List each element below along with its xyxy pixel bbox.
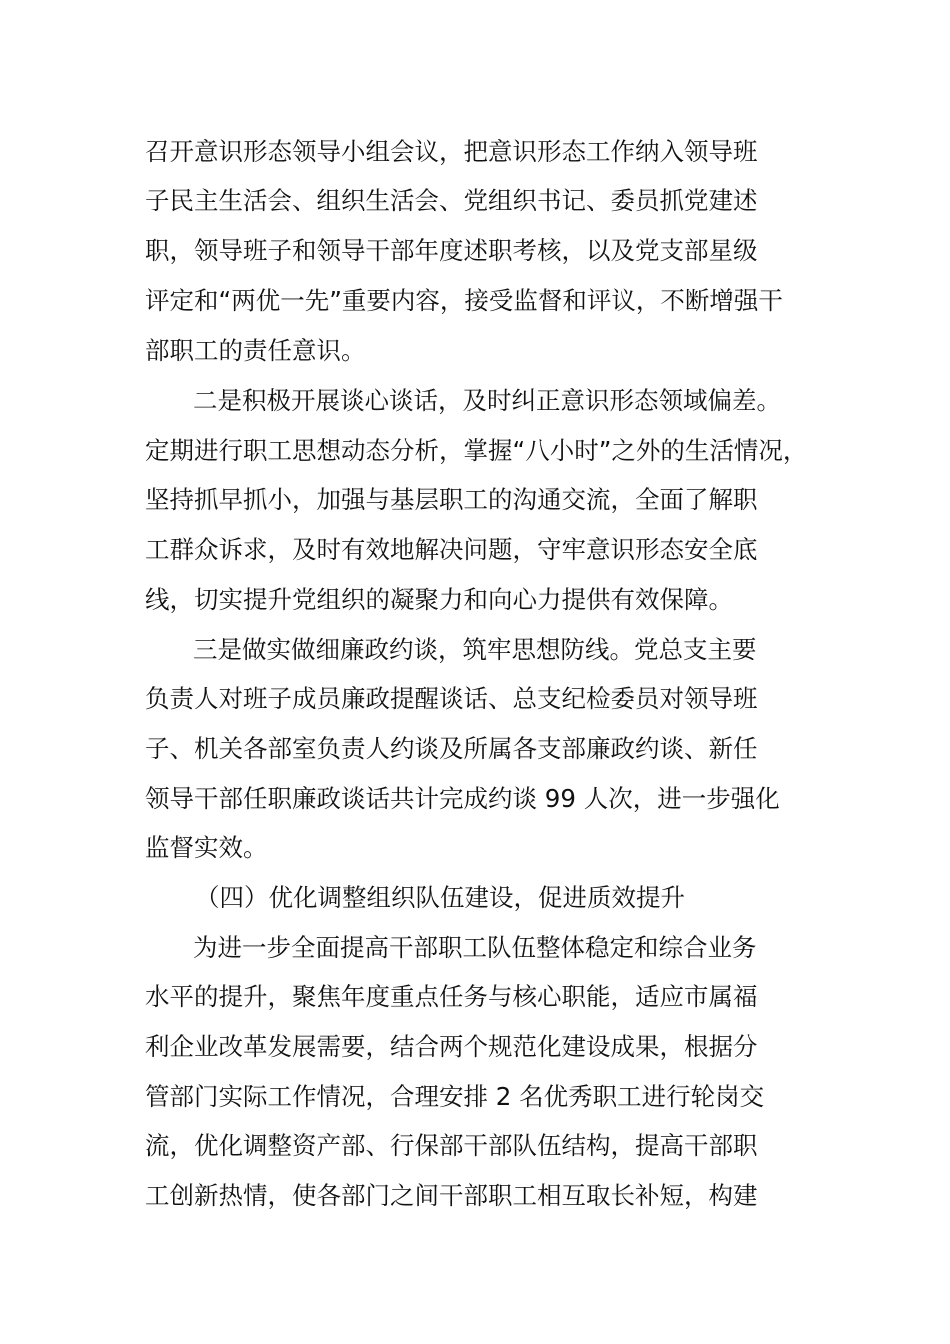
text-line: 负责人对班子成员廉政提醒谈话、总支纪检委员对领导班 [145,684,758,713]
text-line: 工创新热情，使各部门之间干部职工相互取长补短，构建 [145,1181,758,1210]
text-line: 召开意识形态领导小组会议，把意识形态工作纳入领导班 [145,137,758,166]
text-line: 坚持抓早抓小，加强与基层职工的沟通交流，全面了解职 [145,485,758,514]
text-line: 领导干部任职廉政谈话共计完成约谈 99 人次，进一步强化 [145,784,780,813]
text-line: 水平的提升，聚焦年度重点任务与核心职能，适应市属福 [145,982,758,1011]
text-line: 子、机关各部室负责人约谈及所属各支部廉政约谈、新任 [145,734,758,763]
text-line: 为进一步全面提高干部职工队伍整体稳定和综合业务 [193,933,757,962]
text-line: 评定和“两优一先”重要内容，接受监督和评议，不断增强干 [145,286,783,315]
text-line: 管部门实际工作情况，合理安排 2 名优秀职工进行轮岗交 [145,1082,765,1111]
text-line: 部职工的责任意识。 [145,336,366,365]
text-line: 流，优化调整资产部、行保部干部队伍结构，提高干部职 [145,1131,758,1160]
text-line: 三是做实做细廉政约谈，筑牢思想防线。党总支主要 [193,635,757,664]
text-line: 工群众诉求，及时有效地解决问题，守牢意识形态安全底 [145,535,758,564]
section-heading: （四）优化调整组织队伍建设，促进质效提升 [195,883,685,912]
text-line: 利企业改革发展需要，结合两个规范化建设成果，根据分 [145,1032,758,1061]
text-line: 线，切实提升党组织的凝聚力和向心力提供有效保障。 [145,585,733,614]
text-line: 二是积极开展谈心谈话，及时纠正意识形态领域偏差。 [193,386,781,415]
text-line: 子民主生活会、组织生活会、党组织书记、委员抓党建述 [145,186,758,215]
text-line: 定期进行职工思想动态分析，掌握“八小时”之外的生活情况， [145,436,808,465]
text-line: 职，领导班子和领导干部年度述职考核，以及党支部星级 [145,236,758,265]
text-line: 监督实效。 [145,833,268,862]
